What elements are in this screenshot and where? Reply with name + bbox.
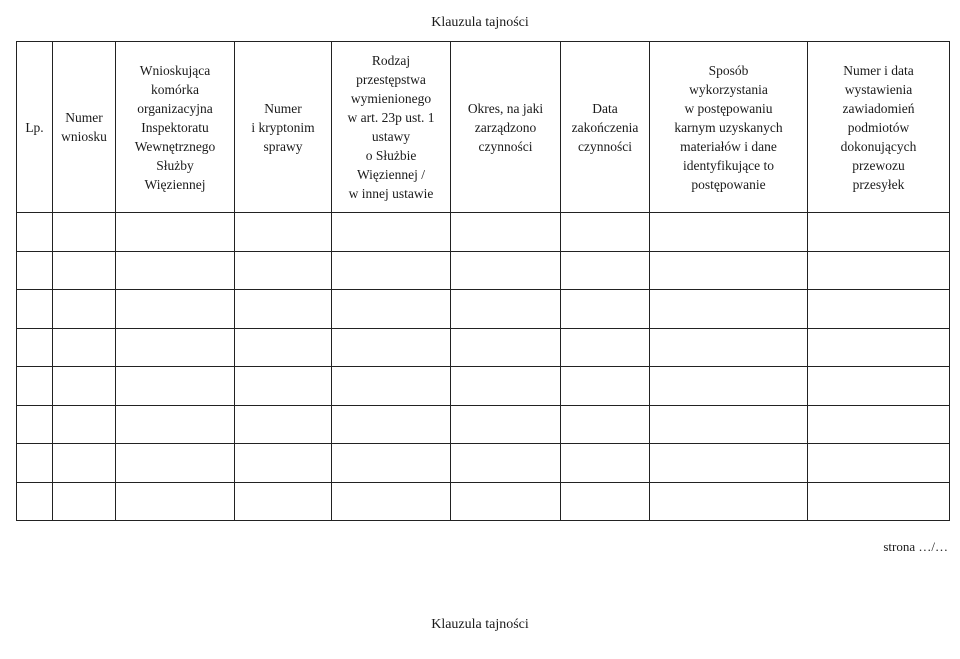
table-cell[interactable] <box>561 367 650 406</box>
table-cell[interactable] <box>235 444 332 483</box>
column-header-period: Okres, na jaki zarządzono czynności <box>451 42 561 213</box>
table-row <box>17 251 950 290</box>
table-cell[interactable] <box>235 213 332 252</box>
table-cell[interactable] <box>451 405 561 444</box>
table-cell[interactable] <box>53 405 116 444</box>
table-cell[interactable] <box>116 213 235 252</box>
table-cell[interactable] <box>561 482 650 521</box>
table-cell[interactable] <box>451 328 561 367</box>
table-cell[interactable] <box>561 251 650 290</box>
table-cell[interactable] <box>235 367 332 406</box>
table-row <box>17 444 950 483</box>
table-cell[interactable] <box>116 405 235 444</box>
column-header-case-number-codename: Numer i kryptonim sprawy <box>235 42 332 213</box>
table-cell[interactable] <box>53 290 116 329</box>
table-cell[interactable] <box>332 213 451 252</box>
table-cell[interactable] <box>17 213 53 252</box>
table-cell[interactable] <box>451 482 561 521</box>
table-cell[interactable] <box>53 213 116 252</box>
table-cell[interactable] <box>235 251 332 290</box>
classification-clause-bottom: Klauzula tajności <box>431 617 529 632</box>
table-cell[interactable] <box>451 444 561 483</box>
table-cell[interactable] <box>561 444 650 483</box>
table-row <box>17 367 950 406</box>
table-cell[interactable] <box>451 213 561 252</box>
table-cell[interactable] <box>53 367 116 406</box>
table-cell[interactable] <box>235 482 332 521</box>
table-cell[interactable] <box>332 444 451 483</box>
column-header-usage-method: Sposób wykorzystania w postępowaniu karnym uzyskanych materiałów i dane identyfikujące to postępowanie <box>650 42 808 213</box>
table-cell[interactable] <box>808 290 950 329</box>
table-row <box>17 290 950 329</box>
table-cell[interactable] <box>332 251 451 290</box>
table-cell[interactable] <box>650 328 808 367</box>
column-header-request-number: Numer wniosku <box>53 42 116 213</box>
table-cell[interactable] <box>561 405 650 444</box>
table-cell[interactable] <box>808 482 950 521</box>
table-body <box>17 213 950 521</box>
table-cell[interactable] <box>332 290 451 329</box>
table-cell[interactable] <box>808 367 950 406</box>
table-cell[interactable] <box>808 251 950 290</box>
table-cell[interactable] <box>332 405 451 444</box>
table-cell[interactable] <box>17 290 53 329</box>
table-cell[interactable] <box>332 328 451 367</box>
table-cell[interactable] <box>561 328 650 367</box>
table-cell[interactable] <box>650 251 808 290</box>
table-cell[interactable] <box>235 328 332 367</box>
table-row <box>17 213 950 252</box>
table-cell[interactable] <box>451 290 561 329</box>
table-cell[interactable] <box>116 328 235 367</box>
table-cell[interactable] <box>17 405 53 444</box>
table-cell[interactable] <box>53 251 116 290</box>
table-header-row <box>17 42 950 213</box>
table-row <box>17 328 950 367</box>
table-cell[interactable] <box>332 367 451 406</box>
table-cell[interactable] <box>116 367 235 406</box>
table-cell[interactable] <box>235 405 332 444</box>
table-cell[interactable] <box>650 405 808 444</box>
table-cell[interactable] <box>650 482 808 521</box>
table-cell[interactable] <box>17 482 53 521</box>
table-cell[interactable] <box>650 213 808 252</box>
column-header-requesting-unit: Wnioskująca komórka organizacyjna Inspektoratu Wewnętrznego Służby Więziennej <box>116 42 235 213</box>
table-cell[interactable] <box>561 213 650 252</box>
table-cell[interactable] <box>17 251 53 290</box>
table-cell[interactable] <box>235 290 332 329</box>
page-number: strona …/… <box>883 539 948 554</box>
column-header-lp: Lp. <box>17 42 53 213</box>
table-row <box>17 405 950 444</box>
table-cell[interactable] <box>53 482 116 521</box>
table-cell[interactable] <box>808 444 950 483</box>
table-row <box>17 482 950 521</box>
column-header-offence-type: Rodzaj przestępstwa wymienionego w art. 23p ust. 1 ustawy o Służbie Więziennej / w innej ustawie <box>332 42 451 213</box>
column-header-end-date: Data zakończenia czynności <box>561 42 650 213</box>
table-cell[interactable] <box>650 367 808 406</box>
table-cell[interactable] <box>17 367 53 406</box>
table-cell[interactable] <box>808 213 950 252</box>
register-table <box>16 41 950 521</box>
table-cell[interactable] <box>451 251 561 290</box>
table-cell[interactable] <box>332 482 451 521</box>
table-cell[interactable] <box>53 444 116 483</box>
table-cell[interactable] <box>116 444 235 483</box>
column-header-notification: Numer i data wystawienia zawiadomień podmiotów dokonujących przewozu przesyłek <box>808 42 950 213</box>
table-cell[interactable] <box>650 290 808 329</box>
classification-clause-top: Klauzula tajności <box>431 15 529 30</box>
table-cell[interactable] <box>561 290 650 329</box>
table-cell[interactable] <box>808 405 950 444</box>
table-cell[interactable] <box>116 482 235 521</box>
table-cell[interactable] <box>17 328 53 367</box>
table-cell[interactable] <box>116 290 235 329</box>
table-cell[interactable] <box>808 328 950 367</box>
table-cell[interactable] <box>116 251 235 290</box>
table-cell[interactable] <box>53 328 116 367</box>
table-cell[interactable] <box>17 444 53 483</box>
table-cell[interactable] <box>451 367 561 406</box>
table-cell[interactable] <box>650 444 808 483</box>
